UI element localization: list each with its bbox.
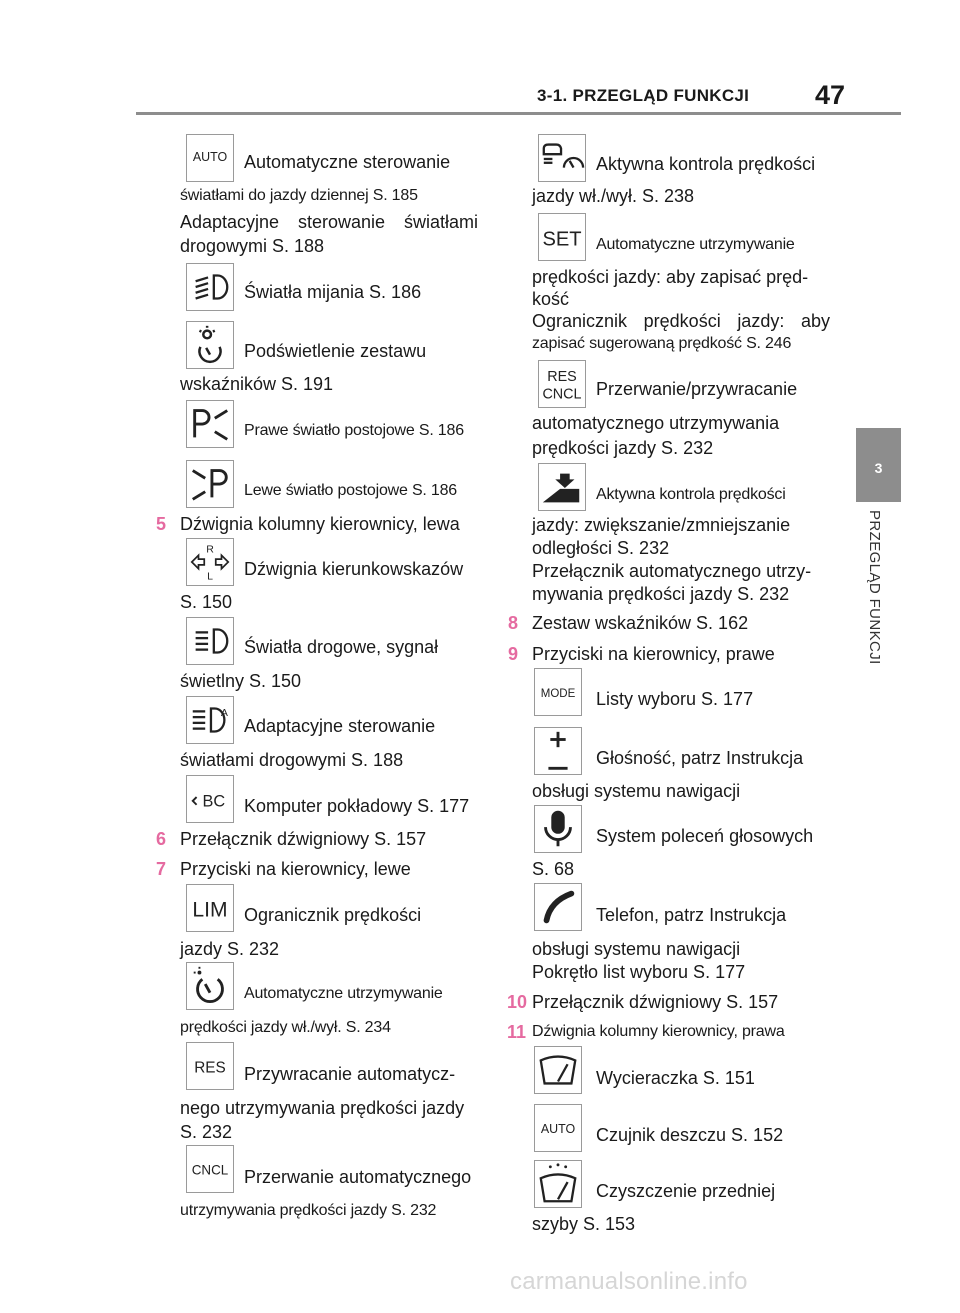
washer-line2: szyby S. 153 bbox=[532, 1214, 636, 1234]
right-parking-line1: Prawe światło postojowe S. 186 bbox=[244, 422, 464, 439]
high-beam-icon bbox=[186, 617, 234, 665]
word: Adaptacyjne bbox=[180, 212, 280, 232]
set-label: SET bbox=[542, 228, 582, 251]
set-line5: zapisać sugerowaną prędkość S. 246 bbox=[532, 335, 792, 352]
phone-line1: Telefon, patrz Instrukcja bbox=[596, 905, 787, 925]
item-number: 5 bbox=[156, 514, 167, 534]
phone-line2: obsługi systemu nawigacji bbox=[532, 939, 741, 959]
word: prędkości bbox=[643, 311, 721, 331]
word: Ogranicznik bbox=[532, 311, 628, 331]
washer-icon bbox=[534, 1160, 582, 1208]
turn-signal-icon bbox=[186, 538, 234, 586]
chapter-tab: 3 bbox=[856, 428, 901, 502]
set-line2: prędkości jazdy: aby zapisać pręd- bbox=[532, 267, 809, 287]
wiper-line1: Wycieraczka S. 151 bbox=[596, 1068, 755, 1088]
r-label: R bbox=[206, 543, 214, 556]
res-label: RES bbox=[194, 1059, 226, 1077]
item-7-text: Przyciski na kierownicy, lewe bbox=[180, 859, 411, 879]
set-icon bbox=[538, 213, 586, 261]
item-number: 8 bbox=[508, 613, 519, 633]
l-label: L bbox=[207, 570, 213, 583]
washer-line1: Czyszczenie przedniej bbox=[596, 1181, 776, 1201]
lim-label: LIM bbox=[192, 898, 228, 922]
voice-line2: S. 68 bbox=[532, 859, 575, 879]
cruise-onoff-line1: Automatyczne utrzymywanie bbox=[244, 985, 443, 1002]
word: sterowanie bbox=[298, 212, 386, 232]
auto-light-line1: Automatyczne sterowanie bbox=[244, 152, 451, 172]
item-9-text: Przyciski na kierownicy, prawe bbox=[532, 644, 775, 664]
auto-light-line4: drogowymi S. 188 bbox=[180, 236, 325, 256]
volume-line1: Głośność, patrz Instrukcja bbox=[596, 748, 804, 768]
low-beam-icon bbox=[186, 263, 234, 311]
resume-line1: Przywracanie automatycz- bbox=[244, 1064, 456, 1084]
resume-line3: S. 232 bbox=[180, 1122, 233, 1142]
adaptive-high-beam-line1: Adaptacyjne sterowanie bbox=[244, 716, 436, 736]
cncl-label: CNCL bbox=[542, 386, 582, 403]
distance-line1: Aktywna kontrola prędkości bbox=[596, 486, 786, 503]
res-cncl-icon bbox=[538, 360, 586, 408]
item-number: 11 bbox=[507, 1022, 527, 1042]
resume-icon bbox=[186, 1042, 234, 1090]
a-label: A bbox=[220, 707, 228, 720]
word: światłami bbox=[403, 212, 478, 232]
rain-sensor-line1: Czujnik deszczu S. 152 bbox=[596, 1125, 784, 1145]
microphone-icon bbox=[534, 805, 582, 853]
bc-label: BC bbox=[202, 792, 226, 811]
item-number: 10 bbox=[507, 992, 528, 1012]
instrument-light-line1: Podświetlenie zestawu bbox=[244, 341, 427, 361]
set-line4 bbox=[532, 310, 830, 332]
distance-icon bbox=[538, 463, 586, 511]
item-11-text: Dźwignia kolumny kierownicy, prawa bbox=[532, 1023, 785, 1040]
auto-light-line3 bbox=[180, 211, 478, 233]
phone-icon bbox=[534, 883, 582, 931]
high-beam-line2: świetlny S. 150 bbox=[180, 671, 302, 691]
cancel-line1: Przerwanie automatycznego bbox=[244, 1167, 472, 1187]
right-parking-light-icon bbox=[186, 400, 234, 448]
turn-signal-line1: Dźwignia kierunkowskazów bbox=[244, 559, 464, 579]
left-parking-light-icon bbox=[186, 460, 234, 508]
left-parking-line1: Lewe światło postojowe S. 186 bbox=[244, 482, 457, 499]
header-rule bbox=[136, 112, 901, 115]
mode-line1: Listy wyboru S. 177 bbox=[596, 689, 754, 709]
instrument-light-line2: wskaźników S. 191 bbox=[180, 374, 334, 394]
rain-sensor-icon bbox=[534, 1104, 582, 1152]
distance-line3: odległości S. 232 bbox=[532, 538, 670, 558]
item-5-text: Dźwignia kolumny kierownicy, lewa bbox=[180, 514, 460, 534]
acc-onoff-icon bbox=[538, 134, 586, 182]
instrument-light-icon bbox=[186, 321, 234, 369]
trip-computer-line1: Komputer pokładowy S. 177 bbox=[244, 796, 470, 816]
item-10-text: Przełącznik dźwigniowy S. 157 bbox=[532, 992, 779, 1012]
volume-icon bbox=[534, 727, 582, 775]
auto-icon-text: AUTO bbox=[192, 149, 228, 164]
auto-icon-text: AUTO bbox=[540, 1121, 576, 1136]
speed-limiter-icon bbox=[186, 884, 234, 932]
chapter-title-vertical: PRZEGLĄD FUNKCJI bbox=[866, 510, 883, 665]
res-label: RES bbox=[547, 369, 577, 386]
speed-limiter-line1: Ogranicznik prędkości bbox=[244, 905, 422, 925]
word: jazdy: bbox=[737, 311, 785, 331]
trip-computer-icon bbox=[186, 775, 234, 823]
mode-label: MODE bbox=[540, 687, 576, 700]
cancel-icon bbox=[186, 1145, 234, 1193]
resume-line2: nego utrzymywania prędkości jazdy bbox=[180, 1098, 465, 1118]
high-beam-line1: Światła drogowe, sygnał bbox=[244, 637, 439, 657]
mode-icon bbox=[534, 668, 582, 716]
word: aby bbox=[800, 311, 830, 331]
set-line3: kość bbox=[532, 289, 570, 309]
res-cncl-line3: prędkości jazdy S. 232 bbox=[532, 438, 714, 458]
res-cncl-line1: Przerwanie/przywracanie bbox=[596, 379, 798, 399]
item-number: 7 bbox=[156, 859, 167, 879]
acc-onoff-line2: jazdy wł./wył. S. 238 bbox=[532, 186, 695, 206]
adaptive-high-beam-line2: światłami drogowymi S. 188 bbox=[180, 750, 404, 770]
voice-line1: System poleceń głosowych bbox=[596, 826, 814, 846]
distance-line2: jazdy: zwiększanie/zmniejszanie bbox=[532, 515, 791, 535]
item-number: 9 bbox=[508, 644, 519, 664]
auto-light-icon bbox=[186, 134, 234, 182]
wiper-icon bbox=[534, 1046, 582, 1094]
speed-limiter-line2: jazdy S. 232 bbox=[180, 939, 280, 959]
cancel-line2: utrzymywania prędkości jazdy S. 232 bbox=[180, 1202, 437, 1219]
acc-onoff-line1: Aktywna kontrola prędkości bbox=[596, 154, 816, 174]
low-beam-line1: Światła mijania S. 186 bbox=[244, 282, 422, 302]
res-cncl-line2: automatycznego utrzymywania bbox=[532, 413, 780, 433]
volume-line2: obsługi systemu nawigacji bbox=[532, 781, 741, 801]
adaptive-high-beam-icon bbox=[186, 696, 234, 744]
cruise-onoff-line2: prędkości jazdy wł./wył. S. 234 bbox=[180, 1019, 391, 1036]
distance-line5: mywania prędkości jazdy S. 232 bbox=[532, 584, 790, 604]
watermark: carmanualsonline.info bbox=[510, 1268, 748, 1295]
page-number: 47 bbox=[815, 80, 846, 110]
item-6-text: Przełącznik dźwigniowy S. 157 bbox=[180, 829, 427, 849]
set-line1: Automatyczne utrzymywanie bbox=[596, 236, 795, 253]
section-title: 3-1. PRZEGLĄD FUNKCJI bbox=[537, 86, 750, 105]
item-number: 6 bbox=[156, 829, 167, 849]
item-8-text: Zestaw wskaźników S. 162 bbox=[532, 613, 749, 633]
phone-line3: Pokrętło list wyboru S. 177 bbox=[532, 962, 746, 982]
cncl-label: CNCL bbox=[191, 1162, 229, 1178]
cruise-control-icon bbox=[186, 962, 234, 1010]
distance-line4: Przełącznik automatycznego utrzy- bbox=[532, 561, 812, 581]
turn-signal-line2: S. 150 bbox=[180, 592, 233, 612]
auto-light-line2: światłami do jazdy dziennej S. 185 bbox=[180, 187, 418, 204]
